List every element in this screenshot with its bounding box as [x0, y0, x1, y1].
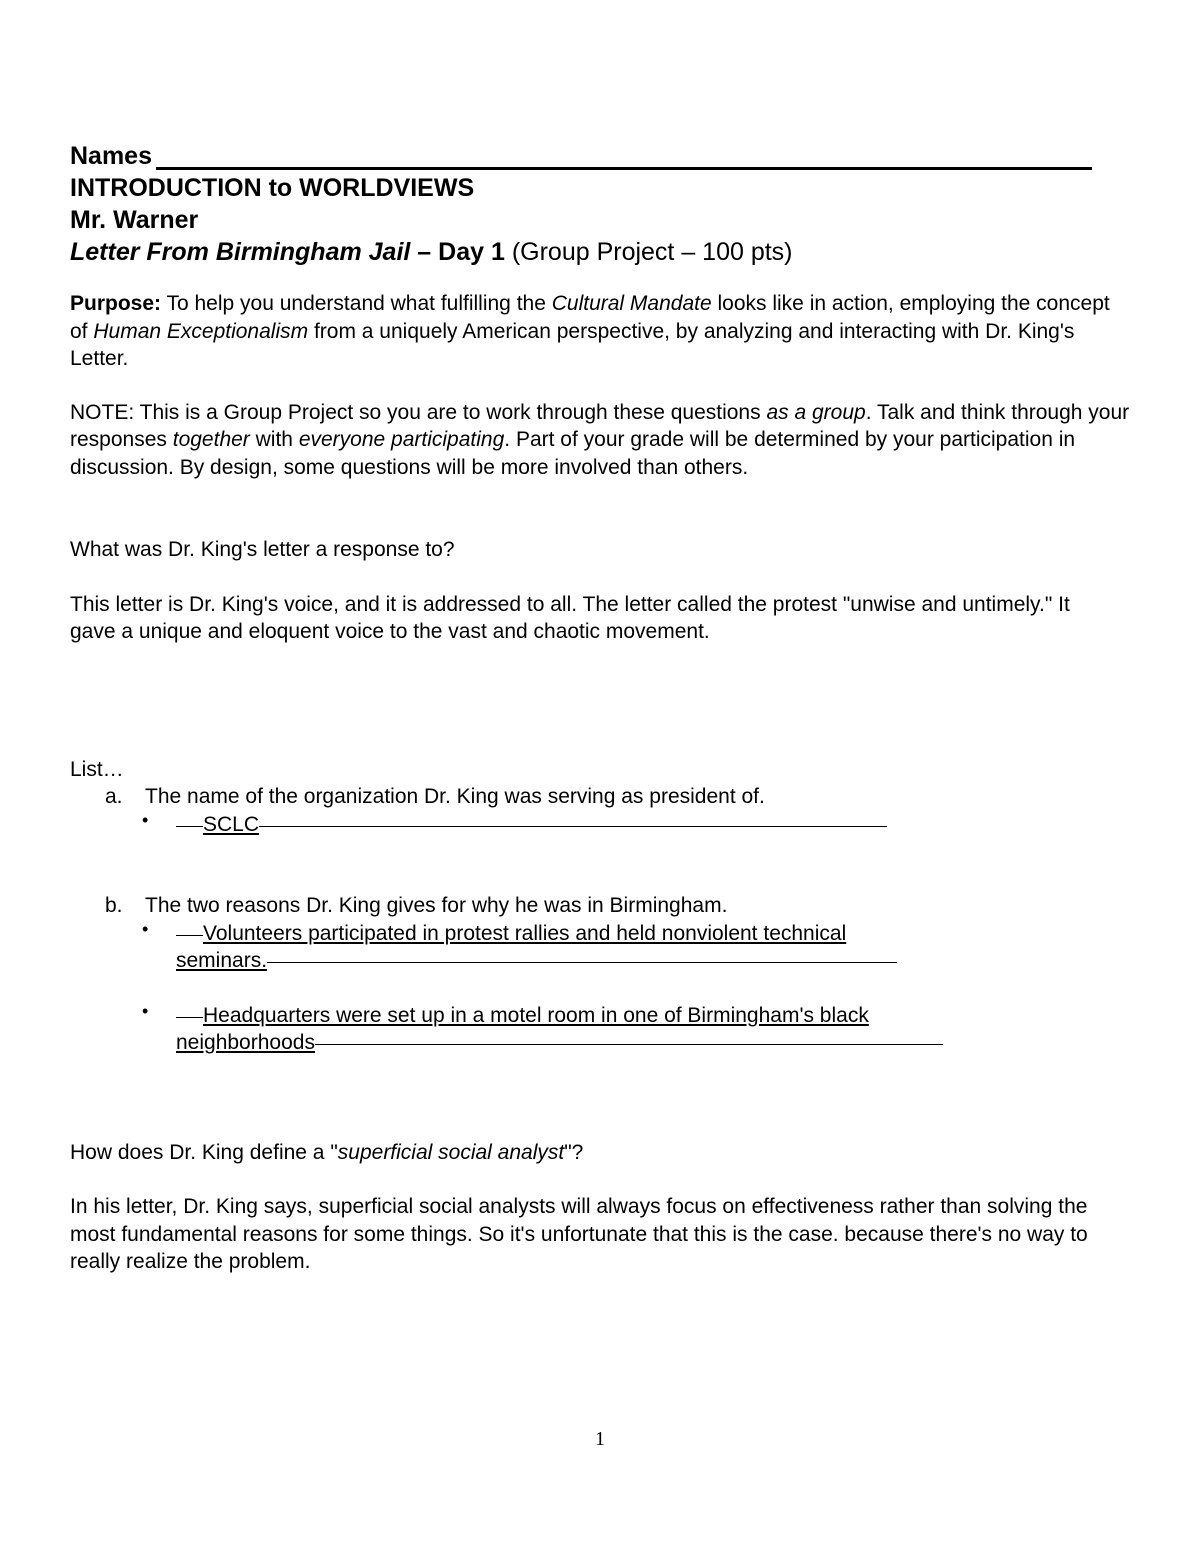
answer-bullet-organization [70, 811, 1130, 839]
answer-bullet-reason-1 [70, 920, 1130, 975]
list-letter: a. [105, 785, 123, 808]
note-text: . Part of your grade will be determined by your participation in discussion. By design, some questions will be more involved than others. [70, 428, 1076, 479]
question-emphasis: superficial social analyst [337, 1140, 565, 1164]
answer-text: Volunteers participated in protest rallies and held nonviolent technical [203, 921, 847, 945]
list-item-a [70, 783, 1130, 811]
title-day: – Day 1 [410, 238, 512, 266]
answer-response-to: This letter is Dr. King's voice, and it is addressed to all. The letter called the protest "unwise and untimely." It gave a unique and eloquent voice to the vast and chaotic movement. [70, 592, 1070, 643]
list-letter: b. [105, 894, 123, 917]
answer-superficial-analyst: In his letter, Dr. King says, superficial social analysts will always focus on effectiveness rather than solving the most fundamental reasons for some things. So it's unfortunate that this is the case. because there's no way to really realize the problem. [70, 1195, 1088, 1273]
answer-blank [267, 962, 897, 963]
answer-blank [176, 826, 203, 827]
answer-text: Headquarters were set up in a motel room in one of Birmingham's black [203, 1003, 869, 1027]
purpose-text: To help you understand what fulfilling the [161, 292, 552, 315]
names-label: Names [70, 142, 152, 170]
bullet-icon: • [142, 918, 149, 939]
note-text: . Talk and think through your responses [70, 400, 1130, 451]
purpose-paragraph [70, 290, 1115, 373]
purpose-text: from a uniquely American perspective, by analyzing and interacting with Dr. King's Letter. [70, 319, 1075, 370]
answer-blank [176, 1017, 203, 1018]
teacher-name: Mr. Warner [70, 206, 199, 234]
bullet-icon: • [142, 1000, 149, 1021]
names-blank-line [156, 141, 1092, 170]
names-row [70, 140, 1130, 172]
answer-text: seminars. [176, 949, 268, 972]
question-superficial-analyst [70, 1139, 1130, 1167]
answer-text: neighborhoods [176, 1031, 315, 1054]
purpose-emphasis: Cultural Mandate [551, 292, 712, 315]
title-points: (Group Project – 100 pts) [511, 238, 793, 266]
question-text: How does Dr. King define a " [70, 1140, 338, 1164]
purpose-emphasis: Human Exceptionalism [93, 319, 309, 343]
purpose-text: looks like in action, employing the concept of [70, 292, 1110, 343]
note-text: NOTE: This is a Group Project so you are to work through these questions [70, 400, 767, 424]
note-emphasis: as a group [766, 400, 866, 424]
course-title: INTRODUCTION to WORLDVIEWS [70, 174, 475, 202]
page-number: 1 [595, 1428, 605, 1450]
title-letter-name: Letter From Birmingham Jail [70, 238, 411, 266]
note-text: with [249, 428, 299, 451]
note-emphasis: everyone participating [298, 428, 505, 451]
note-paragraph [70, 399, 1130, 482]
note-emphasis: together [172, 428, 250, 451]
assignment-title [70, 236, 1130, 268]
question-text: "? [564, 1140, 584, 1164]
question-response-to: What was Dr. King's letter a response to? [70, 538, 455, 561]
list-intro: List… [70, 757, 124, 781]
answer-blank [315, 1044, 943, 1045]
list-item-b [70, 892, 1130, 920]
answer-text: SCLC [203, 812, 260, 836]
answer-bullet-reason-2 [70, 1002, 1130, 1057]
list-item-text: The name of the organization Dr. King was serving as president of. [145, 785, 765, 808]
answer-blank [176, 935, 203, 936]
list-item-text: The two reasons Dr. King gives for why he was in Birmingham. [145, 894, 728, 917]
worksheet-page [70, 140, 1130, 1276]
purpose-label: Purpose: [70, 292, 162, 315]
bullet-icon: • [142, 809, 149, 830]
answer-blank [259, 826, 887, 827]
